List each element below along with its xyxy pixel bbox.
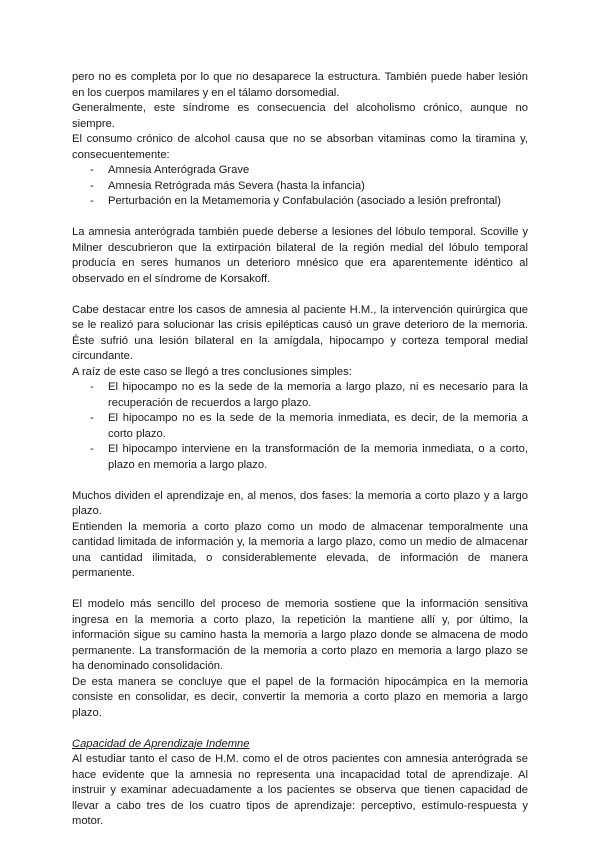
list-item: - El hipocampo interviene en la transformación de la memoria inmediata, o a corto, plazo en memoria a largo plazo. [72,442,528,473]
document-page [72,70,528,830]
list-item: - Perturbación en la Metamemoria y Confabulación (asociado a lesión prefrontal) [72,194,528,210]
anterograde-paragraph: La amnesia anterógrada también puede deberse a lesiones del lóbulo temporal. Scoville y Milner descubrieron que la extirpación bilateral de la región medial del lóbulo temporal producía en seres humanos un deterioro mnésico que era aparentemente idéntico al observado en el síndrome de Korsakoff. [72,226,528,285]
list-item: - Amnesia Anterógrada Grave [72,163,528,179]
conclusions-intro: A raíz de este caso se llegó a tres conclusiones simples: [72,365,352,378]
phases-paragraph-1: Muchos dividen el aprendizaje en, al menos, dos fases: la memoria a corto plazo y a largo plazo. [72,489,528,517]
list-item: - El hipocampo no es la sede de la memoria inmediata, es decir, de la memoria a corto plazo. [72,411,528,442]
symptoms-list [72,163,528,210]
conclusions-list [72,380,528,473]
list-item: - Amnesia Retrógrada más Severa (hasta la infancia) [72,179,528,195]
section-heading: Capacidad de Aprendizaje Indemne [72,737,250,750]
intro-paragraph-1: pero no es completa por lo que no desaparece la estructura. También puede haber lesión en los cuerpos mamilares y en el tálamo dorsomedial. [72,71,528,99]
hm-paragraph: Cabe destacar entre los casos de amnesia al paciente H.M., la intervención quirúrgica que se le realizó para solucionar las crisis epilépticas causó un grave deterioro de la memoria. Éste sufrió una lesión bilateral en la amígdala, hipocampo y corteza temporal medial circundante. [72,303,528,362]
model-paragraph-1: El modelo más sencillo del proceso de memoria sostiene que la información sensitiva ingresa en la memoria a corto plazo, la repetición la mantiene allí y, por último, la información sigue su camino hasta la memoria a largo plazo donde se almacena de modo permanente. La transformación de la memoria a corto plazo en memoria a largo plazo se ha denominado consolidación. [72,598,528,672]
model-paragraph-2: De esta manera se concluye que el papel de la formación hipocámpica en la memoria consiste en consolidar, es decir, convertir la memoria a corto plazo en memoria a largo plazo. [72,675,528,719]
phases-paragraph-2: Entienden la memoria a corto plazo como un modo de almacenar temporalmente una cantidad limitada de información y, la memoria a largo plazo, como un medio de almacenar una cantidad ilimitada, o considerablemente elevada, de información de manera permanente. [72,520,528,579]
section-paragraph: Al estudiar tanto el caso de H.M. como el de otros pacientes con amnesia anterógrada se hace evidente que la amnesia no representa una incapacidad total de aprendizaje. Al instruir y examinar adecuadamente a los pacientes se observa que tienen capacidad de llevar a cabo tres de los cuatro tipos de aprendizaje: perceptivo, estímulo-respuesta y motor. [72,753,528,827]
intro-paragraph-3: El consumo crónico de alcohol causa que no se absorban vitaminas como la tiramina y, consecuentemente: [72,133,528,161]
intro-paragraph-2: Generalmente, este síndrome es consecuencia del alcoholismo crónico, aunque no siempre. [72,102,528,130]
list-item: - El hipocampo no es la sede de la memoria a largo plazo, ni es necesario para la recuperación de recuerdos a largo plazo. [72,380,528,411]
